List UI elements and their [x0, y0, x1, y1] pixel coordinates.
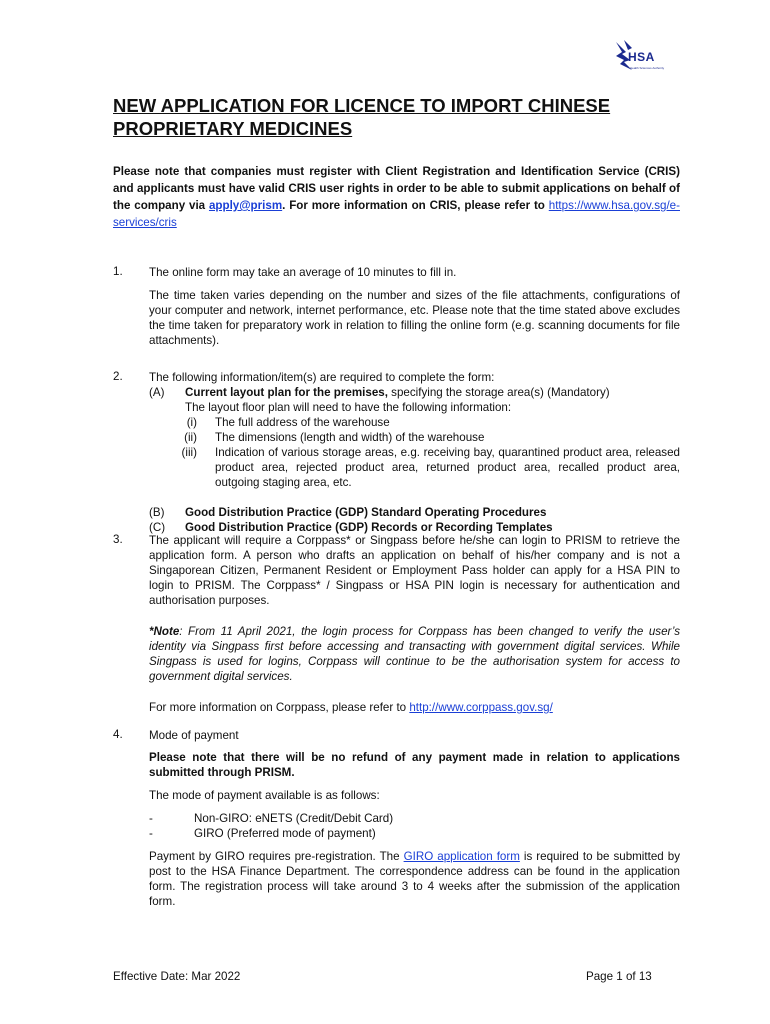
logo-text: HSA [628, 50, 655, 64]
item-1-line: The online form may take an average of 10 minutes to fill in. [149, 266, 457, 279]
item-4-refund-note: Please note that there will be no refund of any payment made in relation to applications submitted through PRISM. [149, 751, 680, 779]
roman-label: (ii) [184, 431, 197, 444]
item-2-intro: The following information/item(s) are required to complete the form: [149, 371, 495, 384]
item-2-a-label: (A) [149, 386, 165, 399]
payment-mode [149, 826, 680, 841]
roman-text: The dimensions (length and width) of the warehouse [215, 431, 485, 444]
item-2-a-text [185, 385, 610, 400]
item-1-paragraph: The time taken varies depending on the number and sizes of the file attachments, configurations of your computer and network, internet performance, etc. Please note that the time stated above excludes the time taken for preparatory work in relation to filling the online form (e.g. scanning documents for file attachments). [149, 289, 680, 347]
payment-mode-text: Non-GIRO: eNETS (Credit/Debit Card) [194, 812, 394, 825]
item-3 [149, 533, 680, 715]
roman-label: (i) [186, 416, 197, 429]
item-4-giro-paragraph [149, 849, 680, 909]
payment-mode-text: GIRO (Preferred mode of payment) [194, 827, 376, 840]
corppass-link[interactable]: http://www.corppass.gov.sg/ [409, 701, 553, 714]
giro-application-form-link[interactable]: GIRO application form [403, 850, 520, 863]
roman-text: Indication of various storage areas, e.g. receiving bay, quarantined product area, released product area, rejected product area, returned product area, recalled product area, outgoing staging area, etc. [215, 446, 680, 489]
giro-text-1: Payment by GIRO requires pre-registration. The [149, 850, 404, 863]
item-2-c-text: Good Distribution Practice (GDP) Records or Recording Templates [185, 521, 553, 534]
more-info-text: For more information on Corppass, please refer to [149, 701, 410, 714]
item-3-more-info [149, 700, 680, 715]
effective-date: Effective Date: Mar 2022 [113, 970, 241, 983]
item-2-a [149, 385, 680, 400]
item-3-number: 3. [113, 533, 123, 546]
roman-text: The full address of the warehouse [215, 416, 390, 429]
item-2-roman-1 [149, 415, 680, 430]
item-4-available: The mode of payment available is as follows: [149, 789, 380, 802]
item-2-a-sub: The layout floor plan will need to have the following information: [185, 401, 512, 414]
item-1-number: 1. [113, 265, 123, 278]
item-2-b [149, 505, 680, 520]
dash: - [149, 827, 153, 840]
item-4-heading: Mode of payment [149, 729, 239, 742]
item-2-a-rest: specifying the storage area(s) (Mandatory) [387, 386, 610, 399]
cris-link[interactable]: https://www.hsa.gov.sg/e-services/cris [113, 199, 680, 229]
item-3-note [149, 624, 680, 684]
intro-paragraph [113, 163, 680, 231]
item-3-paragraph: The applicant will require a Corppass* or Singpass before he/she can login to PRISM to retrieve the application form. A person who drafts an application on behalf of his/her company and is not a Singaporean Citizen, Permanent Resident or Employment Pass holder can apply for a HSA PIN to login to PRISM. The Corppass* / Singpass or HSA PIN login is necessary for authentication and authorisation purposes. [149, 534, 680, 607]
item-2-c-label: (C) [149, 521, 166, 534]
item-1 [149, 265, 680, 348]
page-number: Page 1 of 13 [586, 970, 652, 983]
item-2-roman-2 [149, 430, 680, 445]
note-text: : From 11 April 2021, the login process for Corppass has been changed to verify the user’s identity via Singpass first before accessing and transacting with government digital services. While Singpass is used for logins, Corppass will continue to be the authorisation system for access to government digital services. [149, 625, 680, 683]
note-label: *Note [149, 625, 180, 638]
item-2-a-bold: Current layout plan for the premises, [185, 386, 388, 399]
intro-text-1: Please note that companies must register with Client Registration and Identification Service (CRIS) and applicants must have valid CRIS user rights in order to be able to submit applications on behalf of the company via [113, 165, 680, 212]
payment-modes [149, 811, 680, 841]
item-4-number: 4. [113, 728, 123, 741]
giro-text-2: is required to be submitted by post to the HSA Finance Department. The correspondence address can be found in the application form. The registration process will take around 3 to 4 weeks after the submission of the application form. [149, 850, 680, 908]
item-2 [149, 370, 680, 535]
item-2-number: 2. [113, 370, 123, 383]
item-2-b-label: (B) [149, 506, 165, 519]
item-2-b-text: Good Distribution Practice (GDP) Standard Operating Procedures [185, 506, 547, 519]
item-2-a-sub-row [149, 400, 680, 415]
roman-label: (iii) [181, 446, 197, 459]
intro-text-2: . For more information on CRIS, please refer to [282, 199, 549, 212]
logo-subtext: Health Sciences Authority [630, 66, 665, 70]
item-2-roman-3 [149, 445, 680, 505]
apply-prism-link[interactable]: apply@prism [208, 199, 283, 212]
page-title: NEW APPLICATION FOR LICENCE TO IMPORT CHINESE PROPRIETARY MEDICINES [113, 95, 611, 139]
payment-mode [149, 811, 680, 826]
item-4 [149, 728, 680, 909]
dash: - [149, 812, 153, 825]
